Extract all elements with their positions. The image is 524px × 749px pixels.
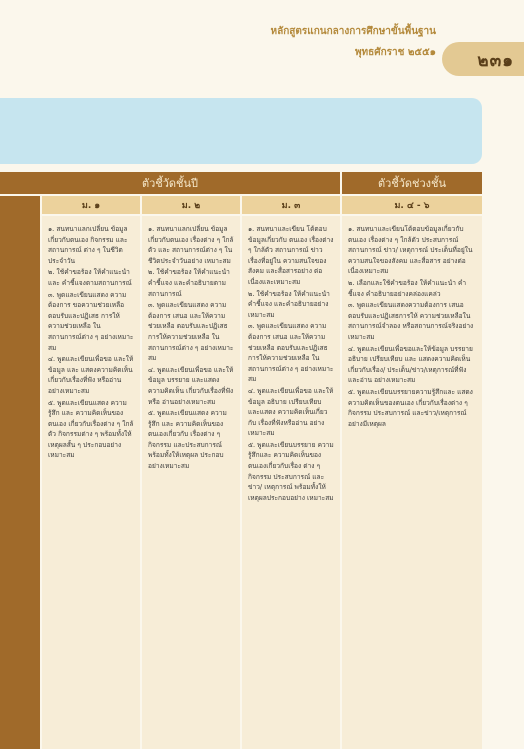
- book-subtitle: พุทธศักราช ๒๕๕๑: [354, 47, 436, 58]
- page-number: ๒๓๑: [477, 51, 514, 71]
- column-header-m1: ม. ๑: [42, 196, 140, 214]
- indicator-item: ๓. พูดและเขียนแสดงความต้องการ เสนอ ตอบรับและปฏิเสธการให้ ความช่วยเหลือในสถานการณ์จำลอง หรือสถานการณ์จริงอย่างเหมาะสม: [348, 301, 474, 341]
- indicator-item: ๒. ใช้คำขอร้อง ให้คำแนะนำ คำชี้แจง และคำอธิบายอย่าง เหมาะสม: [248, 289, 330, 319]
- indicator-item: ๕. พูดและเขียนบรรยายความรู้สึกและ แสดงความคิดเห็นของตนเอง เกี่ยวกับเรื่องต่าง ๆ กิจกรรม ประสบการณ์ และข่าว/เหตุการณ์ อย่างมีเหตุผล: [348, 387, 473, 428]
- indicator-item: ๒. ใช้คำขอร้อง ให้คำแนะนำ คำชี้แจง และคำอธิบายตาม สถานการณ์: [148, 268, 230, 298]
- indicator-item: ๕. พูดและเขียนแสดง ความรู้สึก และ ความคิดเห็นของตนเอง เกี่ยวกับเรื่องต่าง ๆ ใกล้ตัว กิจกรรมต่าง ๆ พร้อมทั้งให้เหตุผลสั้น ๆ ประกอบอย่างเหมาะสม: [48, 398, 134, 460]
- indicator-item: ๑. สนทนาแลกเปลี่ยน ข้อมูลเกี่ยวกับตนเอง เรื่องต่าง ๆ ใกล้ตัว และ สถานการณ์ต่าง ๆ ใน ชีวิตประจำวันอย่าง เหมาะสม: [148, 225, 234, 265]
- column-header-m4-6: ม. ๔ - ๖: [342, 196, 482, 214]
- indicator-item: ๓. พูดและเขียนแสดง ความต้องการ เสนอ และให้ความช่วยเหลือ ตอบรับและปฏิเสธ การให้ความช่วยเหลือ ในสถานการณ์ต่าง ๆ อย่างเหมาะสม: [248, 322, 334, 384]
- indicator-item: ๓. พูดและเขียนแสดง ความต้องการ ขอความช่วยเหลือ ตอบรับและปฏิเสธ การให้ความช่วยเหลือ ในสถานการณ์ต่าง ๆ อย่างเหมาะสม: [48, 290, 134, 352]
- cell-m3: [242, 216, 340, 749]
- indicator-item: ๔. พูดและเขียนเพื่อขอ และให้ข้อมูล บรรยาย และแสดงความคิดเห็น เกี่ยวกับเรื่องที่ฟังหรือ อ่านอย่างเหมาะสม: [148, 365, 234, 406]
- page-number-tab: [442, 42, 524, 76]
- section-banner: [0, 98, 482, 164]
- cell-m1: [42, 216, 140, 749]
- indicator-item: ๔. พูดและเขียนเพื่อขอ และให้ข้อมูล และ แสดงความคิดเห็น เกี่ยวกับเรื่องที่ฟัง หรืออ่านอย่างเหมาะสม: [48, 355, 134, 395]
- page-header: [0, 0, 524, 80]
- indicator-item: ๕. พูดและเขียนบรรยาย ความรู้สึกและ ความคิดเห็นของ ตนเองเกี่ยวกับเรื่อง ต่าง ๆ กิจกรรม ประสบการณ์ และข่าว/ เหตุการณ์ พร้อมทั้งให้ เหตุผลประกอบอย่าง เหมาะสม: [248, 440, 334, 502]
- column-header-m2: ม. ๒: [142, 196, 240, 214]
- indicator-item: ๕. พูดและเขียนแสดง ความรู้สึก และ ความคิดเห็นของ ตนเองเกี่ยวกับ เรื่องต่าง ๆ กิจกรรม และประสบการณ์ พร้อมทั้งให้เหตุผล ประกอบอย่างเหมาะสม: [148, 409, 227, 471]
- row-stub-column: [0, 196, 40, 749]
- indicator-item: ๒. เลือกและใช้คำขอร้อง ให้คำแนะนำ คำชี้แจง คำอธิบายอย่างคล่องแคล่ว: [348, 278, 467, 298]
- grade-indicator-header: ตัวชี้วัดชั้นปี: [0, 172, 340, 194]
- cell-m2: [142, 216, 240, 749]
- indicator-item: ๒. ใช้คำขอร้อง ให้คำแนะนำ และ คำชี้แจงตามสถานการณ์: [48, 268, 132, 287]
- indicator-item: ๑. สนทนาแลกเปลี่ยน ข้อมูลเกี่ยวกับตนเอง กิจกรรม และสถานการณ์ ต่าง ๆ ในชีวิตประจำวัน: [48, 225, 128, 265]
- indicator-item: ๓. พูดและเขียนแสดง ความต้องการ เสนอ และให้ความช่วยเหลือ ตอบรับและปฏิเสธ การให้ความช่วยเหลือ ในสถานการณ์ต่าง ๆ อย่างเหมาะสม: [148, 301, 234, 363]
- indicator-item: ๑. สนทนาและเขียนโต้ตอบข้อมูลเกี่ยวกับ ตนเอง เรื่องต่าง ๆ ใกล้ตัว ประสบการณ์ สถานการณ์ ข่าว/ เหตุการณ์ ประเด็นที่อยู่ใน ความสนใจของสังคม และสื่อสาร อย่างต่อเนื่องเหมาะสม: [348, 225, 473, 276]
- cell-m4-6: [342, 216, 482, 749]
- indicator-item: ๔. พูดและเขียนเพื่อขอและให้ข้อมูล บรรยาย อธิบาย เปรียบเทียบ และ แสดงความคิดเห็นเกี่ยวกับเรื่อง/ ประเด็น/ข่าว/เหตุการณ์ที่ฟังและอ่าน อย่างเหมาะสม: [348, 344, 473, 385]
- column-header-m3: ม. ๓: [242, 196, 340, 214]
- indicator-item: ๔. พูดและเขียนเพื่อขอ และให้ข้อมูล อธิบาย เปรียบเทียบ และแสดง ความคิดเห็นเกี่ยวกับ เรื่องที่ฟังหรืออ่าน อย่างเหมาะสม: [248, 386, 334, 438]
- book-title: หลักสูตรแกนกลางการศึกษาขั้นพื้นฐาน: [270, 26, 436, 37]
- indicator-item: ๑. สนทนาและเขียน โต้ตอบข้อมูลเกี่ยวกับ ตนเอง เรื่องต่าง ๆ ใกล้ตัว สถานการณ์ ข่าว เรื่องที่อยู่ใน ความสนใจของสังคม และสื่อสารอย่าง ต่อเนื่องและเหมาะสม: [248, 225, 334, 286]
- range-indicator-header: ตัวชี้วัดช่วงชั้น: [342, 172, 482, 194]
- indicator-table: [0, 172, 482, 749]
